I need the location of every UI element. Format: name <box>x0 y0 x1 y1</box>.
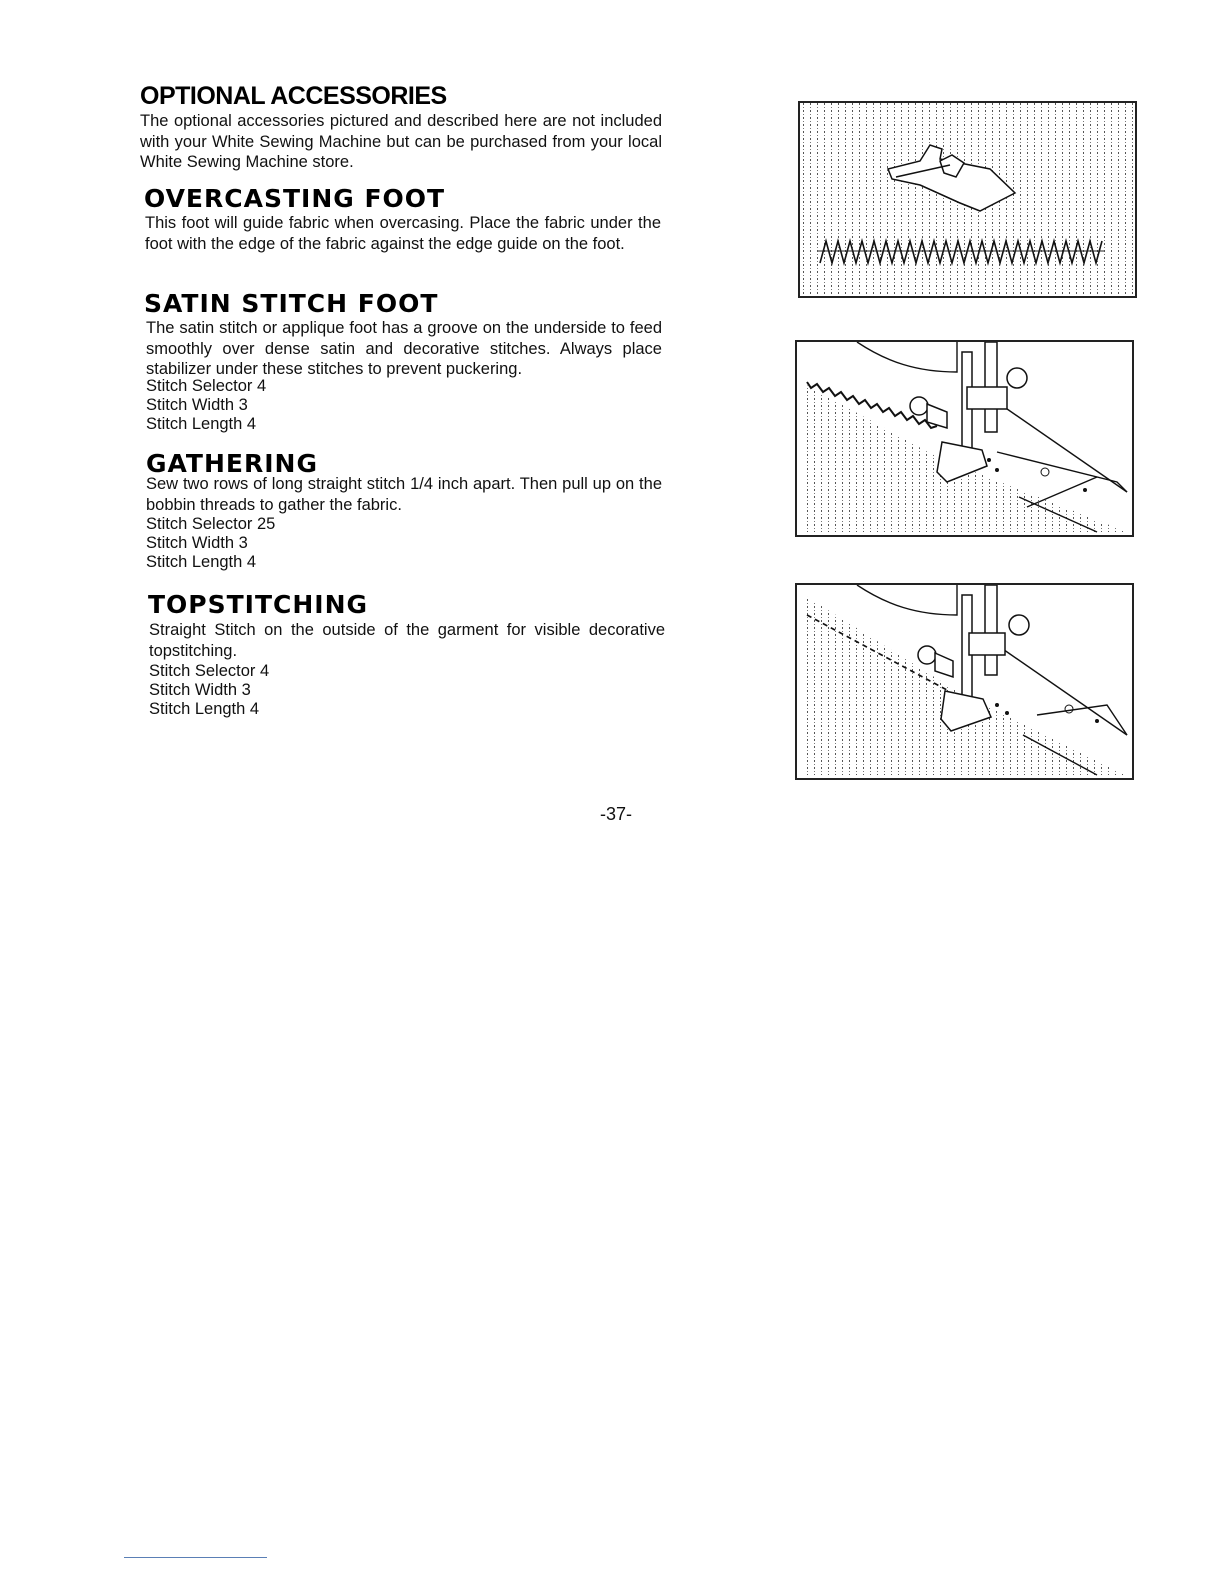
page-number: -37- <box>600 804 633 824</box>
overcasting-foot-heading: OVERCASTING FOOT <box>144 184 446 213</box>
topstitching-text: Straight Stitch on the outside of the garment for visible decorative topstitching. <box>149 621 665 660</box>
satin-stitch-foot-heading: SATIN STITCH FOOT <box>144 289 439 318</box>
satin-stitch-selector: Stitch Selector 4 <box>146 377 267 395</box>
gathering-stitch-width: Stitch Width 3 <box>146 534 248 552</box>
footer-rule <box>124 1557 267 1558</box>
satin-stitch-foot-text: The satin stitch or applique foot has a groove on the underside to feed smoothly over dense satin and decorative stitches. Always place stabilizer under these stitches to prevent puckering. <box>146 319 662 378</box>
topstitching-stitch-width: Stitch Width 3 <box>149 681 251 699</box>
gathering-text: Sew two rows of long straight stitch 1/4 inch apart. Then pull up on the bobbin threads to gather the fabric. <box>146 475 662 514</box>
satin-stitch-width: Stitch Width 3 <box>146 396 248 414</box>
gathering-heading: GATHERING <box>146 449 318 478</box>
gathering-stitch-length: Stitch Length 4 <box>146 553 257 571</box>
topstitching-heading: TOPSTITCHING <box>148 590 369 619</box>
topstitching-stitch-length: Stitch Length 4 <box>149 700 260 718</box>
optional-accessories-heading: OPTIONAL ACCESSORIES <box>140 82 447 110</box>
optional-accessories-text: The optional accessories pictured and described here are not included with your White Sewing Machine but can be purchased from your local White Sewing Machine store. <box>140 112 662 171</box>
topstitching-stitch-selector: Stitch Selector 4 <box>149 662 270 680</box>
satin-stitch-length: Stitch Length 4 <box>146 415 257 433</box>
gathering-stitch-selector: Stitch Selector 25 <box>146 515 276 533</box>
satin-stitch-foot-illustration <box>795 340 1134 537</box>
overcasting-foot-text: This foot will guide fabric when overcasing. Place the fabric under the foot with the edge of the fabric against the edge guide on the foot. <box>145 214 661 253</box>
overcasting-foot-illustration <box>798 101 1137 298</box>
topstitching-illustration <box>795 583 1134 780</box>
